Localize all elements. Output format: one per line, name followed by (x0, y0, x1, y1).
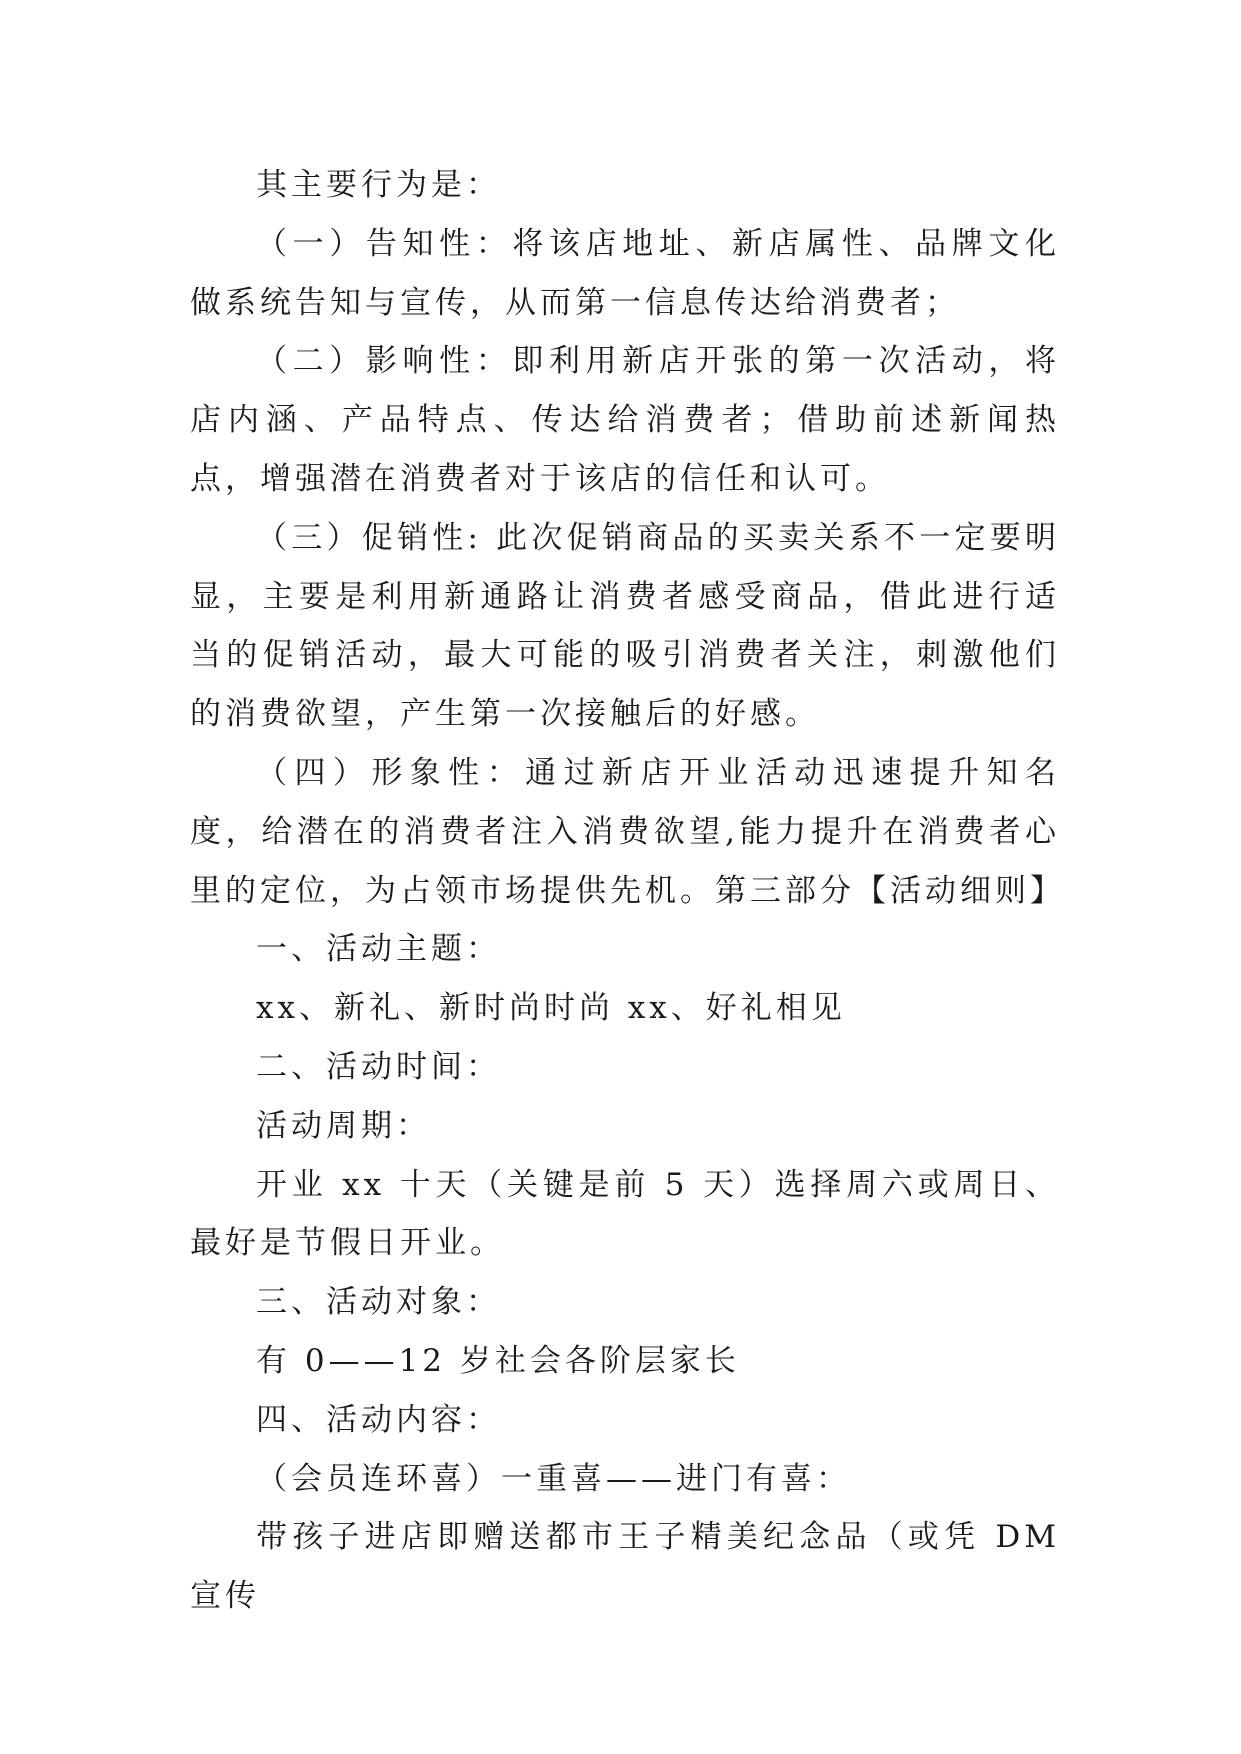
heading-activity-content: 四、活动内容： (256, 1401, 501, 1438)
document-body (190, 156, 1065, 1626)
paragraph-influence: （二）影响性：即利用新店开张的第一次活动，将店内涵、产品特点、传达给消费者；借助前述新闻热点，增强潜在消费者对于该店的信任和认可。 (190, 343, 1060, 497)
paragraph-promotion: （三）促销性: 此次促销商品的买卖关系不一定要明显，主要是利用新通路让消费者感受商品，借此进行适当的促销活动，最大可能的吸引消费者关注，刺激他们的消费欲望，产生第一次接触后的好感。 (190, 519, 1060, 733)
paragraph-theme-text: xx、新礼、新时尚时尚 xx、好礼相见 (256, 990, 846, 1027)
paragraph-opening-period: 开业 xx 十天（关键是前 5 天）选择周六或周日、最好是节假日开业。 (190, 1166, 1060, 1262)
paragraph-gift: 带孩子进店即赠送都市王子精美纪念品（或凭 DM 宣传 (190, 1519, 1060, 1615)
paragraph-member-joy: （会员连环喜）一重喜——进门有喜： (256, 1460, 851, 1497)
paragraph-intro: 其主要行为是： (256, 167, 501, 203)
heading-activity-theme: 一、活动主题： (256, 931, 501, 968)
heading-activity-time: 二、活动时间： (256, 1048, 501, 1085)
paragraph-image: （四）形象性：通过新店开业活动迅速提升知名度，给潜在的消费者注入消费欲望,能力提升在消费者心里的定位，为占领市场提供先机。第三部分【活动细则】 (190, 754, 1065, 909)
paragraph-notification: （一）告知性：将该店地址、新店属性、品牌文化做系统告知与宣传，从而第一信息传达给消费者； (190, 225, 1060, 321)
paragraph-target-text: 有 0——12 岁社会各阶层家长 (256, 1342, 740, 1379)
paragraph-activity-cycle: 活动周期： (256, 1107, 431, 1144)
heading-activity-target: 三、活动对象： (256, 1284, 501, 1321)
